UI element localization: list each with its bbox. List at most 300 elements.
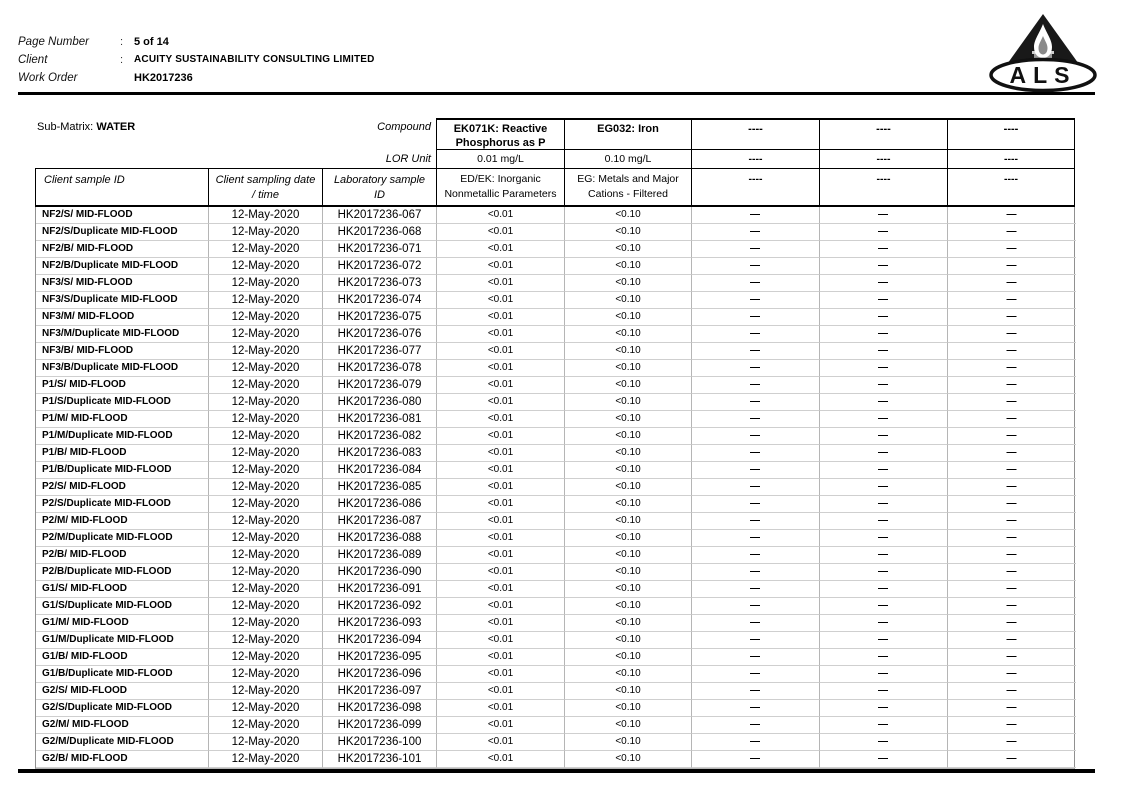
cell-result-phosphorus: <0.01 (437, 241, 565, 258)
page-number-row (18, 36, 375, 54)
cell-result-blank-1: — (692, 666, 820, 683)
cell-result-iron: <0.10 (565, 445, 692, 462)
cell-result-iron: <0.10 (565, 411, 692, 428)
cell-result-blank-2: — (820, 258, 948, 275)
cell-sampling-date: 12-May-2020 (209, 207, 323, 224)
cell-result-blank-3: — (948, 292, 1076, 309)
cell-result-blank-3: — (948, 649, 1076, 666)
cell-result-phosphorus: <0.01 (437, 581, 565, 598)
cell-result-phosphorus: <0.01 (437, 309, 565, 326)
cell-result-blank-1: — (692, 275, 820, 292)
cell-result-blank-3: — (948, 428, 1076, 445)
cell-result-blank-3: — (948, 581, 1076, 598)
cell-result-blank-2: — (820, 224, 948, 241)
lor-unit-1: 0.01 mg/L (436, 150, 564, 168)
column-header-sampling-date (208, 168, 322, 205)
cell-sampling-date: 12-May-2020 (209, 683, 323, 700)
cell-client-sample-id: NF3/M/Duplicate MID-FLOOD (36, 326, 209, 343)
cell-result-blank-3: — (948, 326, 1076, 343)
cell-lab-sample-id: HK2017236-080 (323, 394, 437, 411)
cell-lab-sample-id: HK2017236-077 (323, 343, 437, 360)
cell-sampling-date: 12-May-2020 (209, 632, 323, 649)
cell-result-phosphorus: <0.01 (437, 377, 565, 394)
cell-result-blank-2: — (820, 683, 948, 700)
als-logo-icon (988, 12, 1098, 92)
cell-result-blank-2: — (820, 496, 948, 513)
method-group-5: ---- (947, 168, 1075, 205)
cell-sampling-date: 12-May-2020 (209, 700, 323, 717)
cell-result-blank-2: — (820, 581, 948, 598)
cell-result-phosphorus: <0.01 (437, 394, 565, 411)
page-bottom-rule (18, 769, 1095, 773)
cell-lab-sample-id: HK2017236-075 (323, 309, 437, 326)
cell-lab-sample-id: HK2017236-086 (323, 496, 437, 513)
cell-sampling-date: 12-May-2020 (209, 360, 323, 377)
cell-sampling-date: 12-May-2020 (209, 479, 323, 496)
cell-result-phosphorus: <0.01 (437, 258, 565, 275)
cell-result-blank-1: — (692, 309, 820, 326)
cell-result-blank-3: — (948, 683, 1076, 700)
cell-client-sample-id: NF2/S/Duplicate MID-FLOOD (36, 224, 209, 241)
cell-sampling-date: 12-May-2020 (209, 275, 323, 292)
cell-result-blank-1: — (692, 598, 820, 615)
header-row2-left (35, 150, 436, 168)
cell-sampling-date: 12-May-2020 (209, 445, 323, 462)
cell-client-sample-id: G2/S/ MID-FLOOD (36, 683, 209, 700)
lab-sample-line1: Laboratory sample (333, 174, 426, 186)
table-body (35, 207, 1075, 769)
cell-result-iron: <0.10 (565, 309, 692, 326)
cell-result-blank-2: — (820, 530, 948, 547)
cell-result-iron: <0.10 (565, 496, 692, 513)
sub-matrix-value: WATER (96, 121, 136, 133)
cell-sampling-date: 12-May-2020 (209, 649, 323, 666)
cell-result-iron: <0.10 (565, 224, 692, 241)
work-order-row (18, 72, 375, 90)
lor-unit-4: ---- (819, 150, 947, 168)
cell-result-phosphorus: <0.01 (437, 411, 565, 428)
cell-result-blank-3: — (948, 717, 1076, 734)
cell-result-blank-2: — (820, 547, 948, 564)
method-group-1: ED/EK: Inorganic Nonmetallic Parameters (436, 168, 564, 205)
cell-result-blank-1: — (692, 513, 820, 530)
cell-result-blank-2: — (820, 632, 948, 649)
cell-result-iron: <0.10 (565, 751, 692, 768)
cell-sampling-date: 12-May-2020 (209, 734, 323, 751)
cell-sampling-date: 12-May-2020 (209, 326, 323, 343)
compound-label: Compound (377, 121, 431, 133)
cell-client-sample-id: G1/B/ MID-FLOOD (36, 649, 209, 666)
cell-result-blank-1: — (692, 224, 820, 241)
client-colon: : (120, 54, 124, 66)
client-row (18, 54, 375, 72)
cell-result-phosphorus: <0.01 (437, 564, 565, 581)
work-order-label: Work Order (18, 72, 78, 84)
cell-client-sample-id: P2/M/Duplicate MID-FLOOD (36, 530, 209, 547)
cell-result-blank-3: — (948, 360, 1076, 377)
cell-result-iron: <0.10 (565, 394, 692, 411)
cell-client-sample-id: NF3/B/ MID-FLOOD (36, 343, 209, 360)
method-group-4: ---- (819, 168, 947, 205)
cell-result-phosphorus: <0.01 (437, 649, 565, 666)
cell-result-blank-2: — (820, 751, 948, 768)
lor-unit-5: ---- (947, 150, 1075, 168)
als-logo (988, 12, 1098, 92)
cell-result-blank-3: — (948, 632, 1076, 649)
cell-result-phosphorus: <0.01 (437, 360, 565, 377)
cell-result-blank-2: — (820, 666, 948, 683)
cell-result-blank-3: — (948, 377, 1076, 394)
page-number-value: 5 of 14 (134, 36, 169, 48)
cell-lab-sample-id: HK2017236-097 (323, 683, 437, 700)
cell-result-blank-2: — (820, 377, 948, 394)
cell-client-sample-id: P1/B/Duplicate MID-FLOOD (36, 462, 209, 479)
cell-client-sample-id: P1/S/Duplicate MID-FLOOD (36, 394, 209, 411)
compound-header-5: ---- (947, 118, 1075, 150)
cell-lab-sample-id: HK2017236-067 (323, 207, 437, 224)
cell-sampling-date: 12-May-2020 (209, 462, 323, 479)
cell-result-phosphorus: <0.01 (437, 479, 565, 496)
cell-result-blank-1: — (692, 241, 820, 258)
cell-result-iron: <0.10 (565, 326, 692, 343)
cell-sampling-date: 12-May-2020 (209, 377, 323, 394)
compound-header-2: EG032: Iron (564, 118, 691, 150)
cell-lab-sample-id: HK2017236-099 (323, 717, 437, 734)
table-header (35, 118, 1075, 207)
cell-client-sample-id: G1/S/Duplicate MID-FLOOD (36, 598, 209, 615)
cell-result-blank-1: — (692, 717, 820, 734)
cell-client-sample-id: NF2/S/ MID-FLOOD (36, 207, 209, 224)
cell-client-sample-id: NF3/M/ MID-FLOOD (36, 309, 209, 326)
cell-result-iron: <0.10 (565, 258, 692, 275)
cell-lab-sample-id: HK2017236-094 (323, 632, 437, 649)
cell-client-sample-id: G1/B/Duplicate MID-FLOOD (36, 666, 209, 683)
cell-result-iron: <0.10 (565, 241, 692, 258)
compound-header-3: ---- (691, 118, 819, 150)
cell-result-blank-1: — (692, 343, 820, 360)
cell-client-sample-id: P2/S/ MID-FLOOD (36, 479, 209, 496)
cell-sampling-date: 12-May-2020 (209, 564, 323, 581)
cell-client-sample-id: G2/B/ MID-FLOOD (36, 751, 209, 768)
cell-result-blank-3: — (948, 309, 1076, 326)
cell-client-sample-id: P2/B/ MID-FLOOD (36, 547, 209, 564)
cell-result-blank-1: — (692, 326, 820, 343)
method-group-2: EG: Metals and Major Cations - Filtered (564, 168, 691, 205)
cell-client-sample-id: P2/B/Duplicate MID-FLOOD (36, 564, 209, 581)
cell-result-phosphorus: <0.01 (437, 734, 565, 751)
cell-lab-sample-id: HK2017236-081 (323, 411, 437, 428)
cell-client-sample-id: P2/M/ MID-FLOOD (36, 513, 209, 530)
cell-result-phosphorus: <0.01 (437, 445, 565, 462)
logo-text: ALS (1009, 62, 1077, 88)
cell-result-phosphorus: <0.01 (437, 632, 565, 649)
cell-lab-sample-id: HK2017236-100 (323, 734, 437, 751)
cell-result-blank-1: — (692, 581, 820, 598)
cell-sampling-date: 12-May-2020 (209, 547, 323, 564)
results-table (35, 118, 1075, 769)
cell-result-blank-2: — (820, 649, 948, 666)
cell-result-iron: <0.10 (565, 598, 692, 615)
cell-result-iron: <0.10 (565, 666, 692, 683)
cell-result-phosphorus: <0.01 (437, 496, 565, 513)
cell-result-blank-1: — (692, 700, 820, 717)
cell-result-blank-1: — (692, 683, 820, 700)
cell-client-sample-id: G2/S/Duplicate MID-FLOOD (36, 700, 209, 717)
work-order-value: HK2017236 (134, 72, 193, 84)
cell-result-blank-1: — (692, 649, 820, 666)
cell-result-blank-2: — (820, 207, 948, 224)
cell-result-blank-2: — (820, 598, 948, 615)
cell-result-iron: <0.10 (565, 513, 692, 530)
cell-result-phosphorus: <0.01 (437, 462, 565, 479)
cell-result-blank-3: — (948, 751, 1076, 768)
cell-result-blank-2: — (820, 428, 948, 445)
cell-result-blank-2: — (820, 309, 948, 326)
lor-unit-label: LOR Unit (385, 153, 431, 165)
cell-result-blank-1: — (692, 292, 820, 309)
sampling-date-line1: Client sampling date (215, 174, 316, 186)
cell-result-iron: <0.10 (565, 207, 692, 224)
cell-sampling-date: 12-May-2020 (209, 615, 323, 632)
cell-client-sample-id: NF3/S/Duplicate MID-FLOOD (36, 292, 209, 309)
client-label: Client (18, 54, 48, 66)
cell-result-iron: <0.10 (565, 700, 692, 717)
cell-result-phosphorus: <0.01 (437, 275, 565, 292)
cell-result-iron: <0.10 (565, 734, 692, 751)
cell-result-blank-3: — (948, 241, 1076, 258)
cell-result-blank-1: — (692, 445, 820, 462)
cell-sampling-date: 12-May-2020 (209, 343, 323, 360)
cell-client-sample-id: P1/S/ MID-FLOOD (36, 377, 209, 394)
cell-sampling-date: 12-May-2020 (209, 496, 323, 513)
cell-lab-sample-id: HK2017236-098 (323, 700, 437, 717)
cell-result-blank-3: — (948, 411, 1076, 428)
cell-result-iron: <0.10 (565, 479, 692, 496)
cell-result-blank-2: — (820, 360, 948, 377)
cell-result-phosphorus: <0.01 (437, 207, 565, 224)
cell-lab-sample-id: HK2017236-076 (323, 326, 437, 343)
cell-result-iron: <0.10 (565, 632, 692, 649)
column-header-lab-sample-id (322, 168, 436, 205)
cell-result-blank-2: — (820, 241, 948, 258)
cell-result-iron: <0.10 (565, 275, 692, 292)
cell-sampling-date: 12-May-2020 (209, 258, 323, 275)
cell-sampling-date: 12-May-2020 (209, 717, 323, 734)
cell-client-sample-id: NF2/B/ MID-FLOOD (36, 241, 209, 258)
cell-lab-sample-id: HK2017236-088 (323, 530, 437, 547)
cell-result-blank-1: — (692, 462, 820, 479)
cell-result-blank-2: — (820, 513, 948, 530)
cell-result-blank-3: — (948, 207, 1076, 224)
cell-client-sample-id: NF2/B/Duplicate MID-FLOOD (36, 258, 209, 275)
cell-sampling-date: 12-May-2020 (209, 598, 323, 615)
cell-result-iron: <0.10 (565, 581, 692, 598)
cell-result-blank-1: — (692, 360, 820, 377)
cell-client-sample-id: NF3/B/Duplicate MID-FLOOD (36, 360, 209, 377)
cell-lab-sample-id: HK2017236-074 (323, 292, 437, 309)
letterhead-rule (18, 92, 1095, 95)
cell-result-blank-3: — (948, 666, 1076, 683)
cell-client-sample-id: NF3/S/ MID-FLOOD (36, 275, 209, 292)
column-header-client-sample-id: Client sample ID (35, 168, 208, 205)
cell-sampling-date: 12-May-2020 (209, 411, 323, 428)
cell-result-iron: <0.10 (565, 292, 692, 309)
sampling-date-line2: / time (252, 189, 279, 201)
compound-header-1: EK071K: Reactive Phosphorus as P (436, 118, 564, 150)
cell-lab-sample-id: HK2017236-068 (323, 224, 437, 241)
cell-result-blank-1: — (692, 751, 820, 768)
cell-sampling-date: 12-May-2020 (209, 224, 323, 241)
cell-result-phosphorus: <0.01 (437, 428, 565, 445)
cell-result-blank-1: — (692, 615, 820, 632)
cell-sampling-date: 12-May-2020 (209, 581, 323, 598)
cell-lab-sample-id: HK2017236-096 (323, 666, 437, 683)
cell-result-phosphorus: <0.01 (437, 700, 565, 717)
cell-result-phosphorus: <0.01 (437, 547, 565, 564)
cell-lab-sample-id: HK2017236-078 (323, 360, 437, 377)
cell-sampling-date: 12-May-2020 (209, 751, 323, 768)
page-number-colon: : (120, 36, 124, 48)
cell-client-sample-id: P1/M/Duplicate MID-FLOOD (36, 428, 209, 445)
cell-result-blank-3: — (948, 700, 1076, 717)
cell-result-blank-1: — (692, 258, 820, 275)
cell-result-phosphorus: <0.01 (437, 666, 565, 683)
cell-result-phosphorus: <0.01 (437, 326, 565, 343)
cell-result-blank-3: — (948, 258, 1076, 275)
cell-lab-sample-id: HK2017236-093 (323, 615, 437, 632)
cell-client-sample-id: P1/B/ MID-FLOOD (36, 445, 209, 462)
cell-result-phosphorus: <0.01 (437, 292, 565, 309)
cell-lab-sample-id: HK2017236-101 (323, 751, 437, 768)
cell-result-blank-1: — (692, 564, 820, 581)
cell-result-blank-2: — (820, 734, 948, 751)
cell-sampling-date: 12-May-2020 (209, 394, 323, 411)
cell-result-blank-1: — (692, 207, 820, 224)
cell-lab-sample-id: HK2017236-095 (323, 649, 437, 666)
cell-result-blank-1: — (692, 394, 820, 411)
cell-result-iron: <0.10 (565, 615, 692, 632)
cell-result-phosphorus: <0.01 (437, 615, 565, 632)
cell-result-blank-1: — (692, 530, 820, 547)
cell-result-blank-2: — (820, 326, 948, 343)
cell-result-blank-3: — (948, 496, 1076, 513)
cell-result-blank-2: — (820, 394, 948, 411)
cell-client-sample-id: G2/M/ MID-FLOOD (36, 717, 209, 734)
cell-result-blank-2: — (820, 615, 948, 632)
compound-header-4: ---- (819, 118, 947, 150)
cell-result-blank-1: — (692, 411, 820, 428)
cell-sampling-date: 12-May-2020 (209, 241, 323, 258)
cell-result-blank-3: — (948, 275, 1076, 292)
cell-result-blank-3: — (948, 462, 1076, 479)
cell-lab-sample-id: HK2017236-091 (323, 581, 437, 598)
cell-lab-sample-id: HK2017236-090 (323, 564, 437, 581)
cell-result-iron: <0.10 (565, 428, 692, 445)
cell-lab-sample-id: HK2017236-084 (323, 462, 437, 479)
cell-lab-sample-id: HK2017236-087 (323, 513, 437, 530)
cell-result-blank-1: — (692, 734, 820, 751)
cell-sampling-date: 12-May-2020 (209, 292, 323, 309)
cell-lab-sample-id: HK2017236-072 (323, 258, 437, 275)
sub-matrix (37, 121, 135, 133)
cell-result-blank-3: — (948, 445, 1076, 462)
cell-result-iron: <0.10 (565, 649, 692, 666)
cell-result-blank-2: — (820, 564, 948, 581)
cell-result-blank-1: — (692, 632, 820, 649)
cell-result-blank-3: — (948, 615, 1076, 632)
cell-result-blank-1: — (692, 547, 820, 564)
cell-client-sample-id: G1/M/ MID-FLOOD (36, 615, 209, 632)
cell-result-phosphorus: <0.01 (437, 224, 565, 241)
cell-result-iron: <0.10 (565, 547, 692, 564)
lor-unit-2: 0.10 mg/L (564, 150, 691, 168)
client-value: ACUITY SUSTAINABILITY CONSULTING LIMITED (134, 54, 375, 65)
letterhead (18, 36, 375, 90)
cell-result-blank-3: — (948, 479, 1076, 496)
cell-result-blank-3: — (948, 394, 1076, 411)
cell-result-iron: <0.10 (565, 717, 692, 734)
cell-result-blank-2: — (820, 462, 948, 479)
cell-result-phosphorus: <0.01 (437, 513, 565, 530)
cell-result-iron: <0.10 (565, 530, 692, 547)
cell-result-iron: <0.10 (565, 564, 692, 581)
cell-result-iron: <0.10 (565, 343, 692, 360)
cell-result-blank-2: — (820, 445, 948, 462)
cell-sampling-date: 12-May-2020 (209, 530, 323, 547)
cell-result-blank-2: — (820, 411, 948, 428)
cell-client-sample-id: G1/S/ MID-FLOOD (36, 581, 209, 598)
cell-sampling-date: 12-May-2020 (209, 666, 323, 683)
lor-unit-3: ---- (691, 150, 819, 168)
cell-lab-sample-id: HK2017236-082 (323, 428, 437, 445)
cell-result-phosphorus: <0.01 (437, 717, 565, 734)
cell-client-sample-id: G2/M/Duplicate MID-FLOOD (36, 734, 209, 751)
cell-result-iron: <0.10 (565, 377, 692, 394)
cell-result-blank-3: — (948, 343, 1076, 360)
cell-sampling-date: 12-May-2020 (209, 513, 323, 530)
cell-result-blank-1: — (692, 496, 820, 513)
cell-result-blank-2: — (820, 292, 948, 309)
cell-result-iron: <0.10 (565, 683, 692, 700)
cell-result-blank-2: — (820, 275, 948, 292)
cell-client-sample-id: G1/M/Duplicate MID-FLOOD (36, 632, 209, 649)
lab-sample-line2: ID (374, 189, 385, 201)
cell-result-blank-1: — (692, 479, 820, 496)
cell-result-iron: <0.10 (565, 462, 692, 479)
cell-result-blank-1: — (692, 377, 820, 394)
cell-result-phosphorus: <0.01 (437, 530, 565, 547)
cell-result-iron: <0.10 (565, 360, 692, 377)
cell-result-phosphorus: <0.01 (437, 751, 565, 768)
header-row1-left (35, 118, 436, 150)
cell-sampling-date: 12-May-2020 (209, 309, 323, 326)
cell-result-phosphorus: <0.01 (437, 598, 565, 615)
cell-lab-sample-id: HK2017236-073 (323, 275, 437, 292)
method-group-3: ---- (691, 168, 819, 205)
cell-result-blank-1: — (692, 428, 820, 445)
cell-result-blank-3: — (948, 530, 1076, 547)
cell-lab-sample-id: HK2017236-083 (323, 445, 437, 462)
sub-matrix-label: Sub-Matrix: (37, 121, 94, 133)
cell-lab-sample-id: HK2017236-089 (323, 547, 437, 564)
cell-lab-sample-id: HK2017236-071 (323, 241, 437, 258)
cell-result-blank-3: — (948, 564, 1076, 581)
cell-result-blank-3: — (948, 734, 1076, 751)
cell-sampling-date: 12-May-2020 (209, 428, 323, 445)
cell-result-blank-3: — (948, 513, 1076, 530)
cell-result-blank-2: — (820, 700, 948, 717)
cell-lab-sample-id: HK2017236-079 (323, 377, 437, 394)
